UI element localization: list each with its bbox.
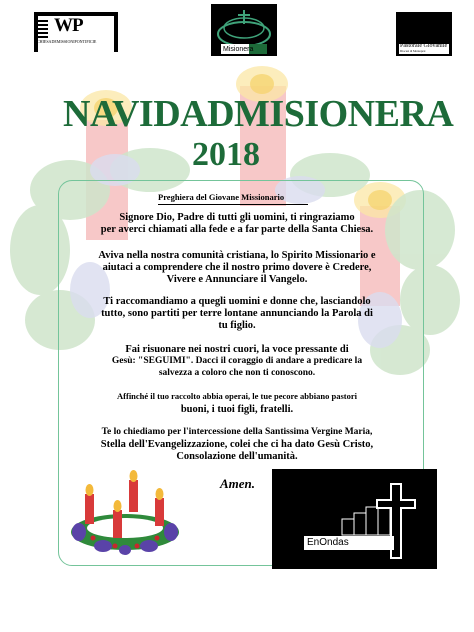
- cross-icon: [272, 469, 437, 569]
- prayer-line: Consolazione dell'umanità.: [176, 451, 298, 462]
- prayer-line: Fai risuonare nei nostri cuori, la voce pressante di: [125, 344, 349, 355]
- title-year: 2018: [192, 136, 260, 173]
- missionary-logo: [211, 4, 277, 56]
- wp-logo: [34, 12, 118, 52]
- enondas-logo: [272, 469, 437, 569]
- pastorale-logo-text: Pastorale Giovanile: [400, 43, 448, 49]
- missionary-logo-text: Misionera: [223, 46, 254, 53]
- pastorale-logo: [396, 12, 452, 56]
- prayer-line: Affinché il tuo raccolto abbia operai, le tue pecore abbiano pastori: [117, 391, 357, 401]
- prayer-line: Gesù: "SEGUIMI". Dacci il coraggio di andare a predicare la: [111, 356, 363, 366]
- prayer-heading: Preghiera del Giovane Missionario: [158, 192, 285, 202]
- prayer-line: tu figlio.: [218, 320, 256, 331]
- prayer-line: tutto, sono partiti per terre lontane annunciando la Parola di: [101, 308, 373, 319]
- prayer-line: Aviva nella nostra comunità cristiana, lo Spirito Missionario e: [98, 250, 376, 261]
- wp-logo-text: WP: [54, 15, 83, 36]
- pastorale-logo-subtitle: Diocesi di Monteprat: [400, 49, 426, 53]
- prayer-line: aiutaci a comprendere che il nostro primo dovere è Credere,: [102, 262, 372, 273]
- prayer-line: Signore Dio, Padre di tutti gli uomini, ti ringraziamo: [119, 212, 355, 223]
- prayer-line: buoni, i tuoi figli, fratelli.: [180, 404, 294, 415]
- prayer-closing: Amen.: [220, 476, 256, 491]
- prayer-line: Te lo chiediamo per l'intercessione della Santissima Vergine Maria,: [101, 427, 373, 437]
- heading-underline: [158, 204, 308, 205]
- prayer-line: Stella dell'Evangelizzazione, colei che ci ha dato Gesù Cristo,: [100, 439, 374, 450]
- enondas-label: EnOndas: [307, 537, 349, 548]
- prayer-line: Vivere e Annunciare il Vangelo.: [166, 274, 308, 285]
- wp-logo-subtitle: CHIESADEMISSIONIPONTIFICIE: [37, 39, 97, 44]
- page-title: NAVIDADMISIONERA: [63, 93, 454, 135]
- prayer-line: per averci chiamati alla fede e a far parte della Santa Chiesa.: [100, 224, 374, 235]
- prayer-line: Ti raccomandiamo a quegli uomini e donne che, lasciandolo: [103, 296, 371, 307]
- prayer-line: salvezza a coloro che non ti conoscono.: [158, 368, 316, 378]
- advent-wreath-icon: [65, 466, 185, 556]
